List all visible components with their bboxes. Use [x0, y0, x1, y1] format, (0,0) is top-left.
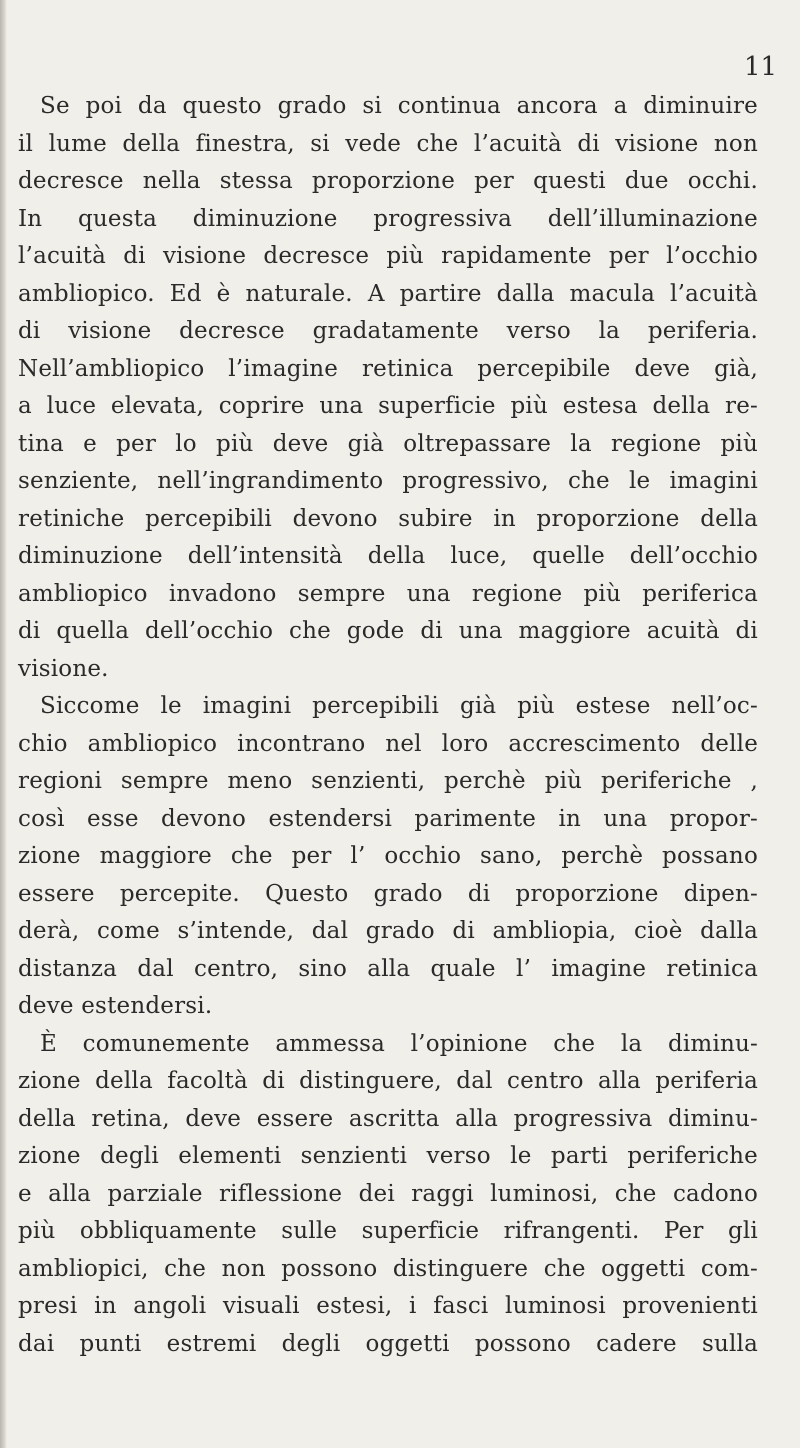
- text-line: essere percepite. Questo grado di proporzione dipen-: [18, 880, 758, 907]
- text-line: senziente, nell’ingrandimento progressivo, che le imagini: [18, 468, 758, 494]
- text-line: diminuzione dell’intensità della luce, quelle dell’occhio: [18, 543, 758, 569]
- text-line: visione.: [18, 655, 109, 682]
- text-line: È comunemente ammessa l’opinione che la diminu-: [40, 1030, 758, 1057]
- text-line: regioni sempre meno senzienti, perchè più periferiche ,: [18, 768, 758, 794]
- text-line: ambliopici, che non possono distinguere che oggetti com-: [18, 1255, 758, 1282]
- text-line: zione maggiore che per l’ occhio sano, perchè possano: [18, 843, 758, 869]
- text-line: derà, come s’intende, dal grado di ambliopia, cioè dalla: [18, 918, 758, 944]
- text-line: ambliopico invadono sempre una regione più periferica: [18, 580, 758, 607]
- text-line: dai punti estremi degli oggetti possono cadere sulla: [18, 1330, 758, 1357]
- text-line: deve estendersi.: [18, 993, 213, 1019]
- text-line: Siccome le imagini percepibili già più estese nell’oc-: [40, 693, 758, 719]
- text-line: Nell’ambliopico l’imagine retinica percepibile deve già,: [18, 355, 758, 382]
- text-line: l’acuità di visione decresce più rapidamente per l’occhio: [18, 243, 758, 269]
- text-line: Se poi da questo grado si continua ancora a diminuire: [40, 93, 758, 119]
- text-line: retiniche percepibili devono subire in proporzione della: [18, 505, 758, 532]
- text-line: distanza dal centro, sino alla quale l’ imagine retinica: [18, 955, 758, 982]
- text-line: più obbliquamente sulle superficie rifrangenti. Per gli: [18, 1218, 758, 1244]
- text-line: decresce nella stessa proporzione per questi due occhi.: [18, 168, 758, 194]
- text-line: zione della facoltà di distinguere, dal centro alla periferia: [18, 1068, 758, 1094]
- text-line: In questa diminuzione progressiva dell’illuminazione: [18, 205, 758, 232]
- text-line: di visione decresce gradatamente verso la periferia.: [18, 318, 758, 344]
- text-line: tina e per lo più deve già oltrepassare la regione più: [18, 430, 758, 457]
- text-line: a luce elevata, coprire una superficie più estesa della re-: [18, 393, 758, 419]
- page-number: 11: [744, 52, 778, 82]
- text-line: di quella dell’occhio che gode di una maggiore acuità di: [18, 618, 758, 644]
- text-line: presi in angoli visuali estesi, i fasci luminosi provenienti: [18, 1293, 758, 1319]
- text-line: ambliopico. Ed è naturale. A partire dalla macula l’acuità: [18, 280, 758, 307]
- text-line: così esse devono estendersi parimente in una propor-: [18, 805, 758, 832]
- page-text: [18, 88, 758, 1363]
- text-line: il lume della finestra, si vede che l’acuità di visione non: [18, 130, 758, 157]
- text-line: zione degli elementi senzienti verso le parti periferiche: [18, 1143, 758, 1169]
- text-line: chio ambliopico incontrano nel loro accrescimento delle: [18, 730, 758, 757]
- text-line: e alla parziale riflessione dei raggi luminosi, che cadono: [18, 1180, 758, 1207]
- text-line: della retina, deve essere ascritta alla progressiva diminu-: [18, 1105, 758, 1132]
